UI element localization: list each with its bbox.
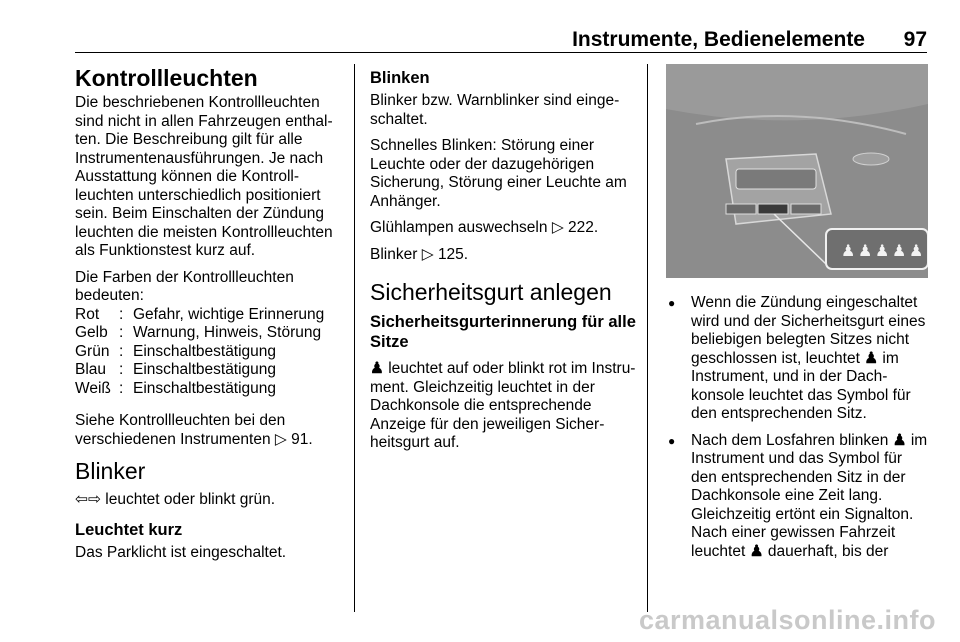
page-header: [75, 28, 927, 54]
roof-console-illustration: [666, 64, 928, 278]
seatbelt-icon: ♟: [864, 349, 879, 367]
column-divider-right: [647, 64, 648, 612]
svg-text:♟: ♟: [841, 241, 856, 260]
svg-text:♟: ♟: [892, 241, 907, 260]
color-row: Gelb : Warnung, Hinweis, Störung: [75, 324, 322, 341]
page-ref-arrow-icon: ▷: [274, 430, 287, 448]
page-link[interactable]: 91.: [291, 430, 313, 448]
see-paragraph: Siehe Kontrollleuchten bei den verschiedenen Instrumenten ▷ 91.: [75, 412, 313, 448]
page-ref-arrow-icon: ▷: [551, 219, 564, 236]
heading-sicherheitsgurt: Sicherheitsgurt anlegen: [370, 279, 612, 305]
color-row: Weiß : Einschaltbestätigung: [75, 379, 277, 397]
color-legend: [75, 306, 345, 399]
schnell-paragraph: Schnelles Blinken: Störung einer Leuchte oder der dazugehörigen Sicherung, Störung einer Leuchte am Anhänger.: [370, 137, 627, 210]
svg-text:♟: ♟: [875, 241, 890, 260]
seatbelt-bullet-list: [666, 294, 928, 561]
blinker-paragraph: ⇦⇨ leuchtet oder blinkt grün.: [75, 491, 276, 508]
svg-text:♟: ♟: [858, 241, 873, 260]
erinnerung-paragraph: ♟ leuchtet auf oder blinkt rot im Instru-ment. Gleichzeitig leuchtet in der Dachkonsole die entsprechende Anzeige für den jeweiligen Sicher-heitsgurt auf.: [370, 360, 636, 451]
blinken-paragraph: Blinker bzw. Warnblinker sind einge-schaltet.: [370, 92, 620, 128]
intro-paragraph: Die beschriebenen Kontrollleuchten sind nicht in allen Fahrzeugen enthal-ten. Die Beschreibung gilt für alle Instrumentenausführungen. Je nach Ausstattung können die Kontroll-leuchten unterschiedlich positioniert sein. Beim Einschalten der Zündung leuchten die meisten Kontrollleuchten als Funktionstest kurz auf.: [75, 94, 333, 259]
gluehlampen-paragraph: Glühlampen auswechseln ▷ 222.: [370, 219, 599, 236]
colors-intro: Die Farben der Kontrollleuchten bedeuten:: [75, 268, 294, 304]
color-row: Rot : Gefahr, wichtige Erinnerung: [75, 305, 325, 323]
turn-signal-icon: ⇦⇨: [75, 491, 101, 508]
seatbelt-icon: ♟: [370, 360, 384, 377]
color-row: Blau : Einschaltbestätigung: [75, 361, 277, 378]
kurz-paragraph: Das Parklicht ist eingeschaltet.: [75, 543, 287, 561]
roof-console-drawing: [666, 64, 928, 278]
column-right: [666, 64, 928, 569]
heading-blinken: Blinken: [370, 69, 430, 87]
heading-gurterinnerung: Sicherheitsgurterinnerung für alle Sitze: [370, 313, 636, 351]
seatbelt-icon: ♟: [892, 431, 907, 449]
heading-kontrollleuchten: Kontrollleuchten: [75, 65, 258, 91]
list-item: ● Wenn die Zündung eingeschaltet wird und der Sicherheitsgurt eines beliebigen belegten Sitzes nicht geschlossen ist, leuchtet ♟ im Instrument, und in der Dach-konsole leuchtet das Symbol für den entsprechenden Sitz.: [666, 294, 928, 424]
color-row: Grün : Einschaltbestätigung: [75, 342, 277, 360]
column-middle: [370, 64, 638, 461]
svg-text:♟: ♟: [909, 241, 924, 260]
seatbelt-icon: ♟: [749, 542, 764, 560]
heading-leuchtet-kurz: Leuchtet kurz: [75, 520, 183, 539]
watermark: carmanualsonline.info: [638, 605, 936, 635]
header-rule: [75, 52, 927, 53]
heading-blinker: Blinker: [75, 458, 146, 484]
page-title: Instrumente, Bedienelemente: [572, 28, 865, 51]
column-divider-left: [354, 64, 355, 612]
list-item: ● Nach dem Losfahren blinken ♟ im Instrument und das Symbol für den entsprechenden Sitz in der Dachkonsole eine Zeit lang. Gleichzeitig ertönt ein Signalton. Nach einer gewissen Fahrzeit leuchtet ♟ dauerhaft, bis der: [666, 432, 928, 562]
column-left: [75, 64, 345, 570]
blinker-ref-paragraph: Blinker ▷ 125.: [370, 245, 469, 263]
page-number: 97: [903, 28, 927, 51]
page-link[interactable]: 125.: [437, 245, 469, 263]
page-link[interactable]: 222.: [568, 219, 599, 236]
page-ref-arrow-icon: ▷: [421, 245, 434, 263]
